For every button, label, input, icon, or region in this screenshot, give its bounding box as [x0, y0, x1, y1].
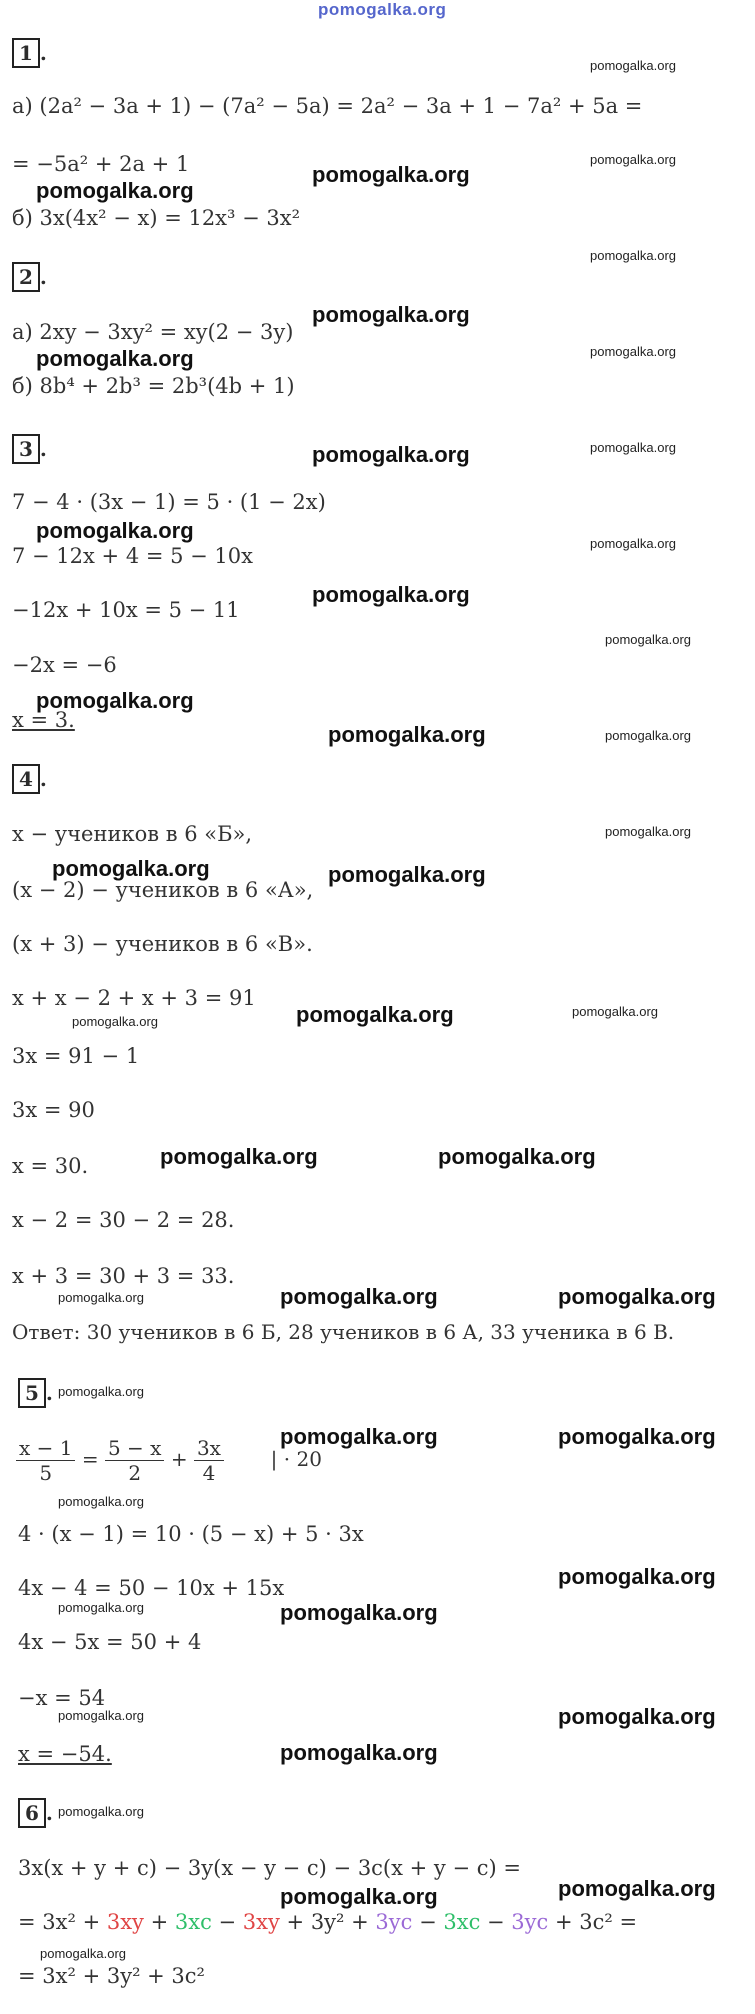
watermark: pomogalka.org	[58, 1494, 144, 1509]
task-1-number: 1	[12, 38, 40, 68]
task-5-equation	[16, 1436, 322, 1485]
task-4-line-4: x + x − 2 + x + 3 = 91	[12, 986, 256, 1010]
task-4-line-7: x = 30.	[12, 1154, 89, 1178]
watermark: pomogalka.org	[590, 440, 676, 455]
task-3-line-3: −12x + 10x = 5 − 11	[12, 598, 240, 622]
task-5-header: 5 .	[18, 1378, 53, 1408]
watermark: pomogalka.org	[312, 162, 470, 187]
task-4-header: 4 .	[12, 764, 47, 794]
fraction-3	[194, 1436, 224, 1485]
task-4-line-3: (x + 3) − учеников в 6 «В».	[12, 932, 313, 956]
watermark: pomogalka.org	[558, 1876, 716, 1901]
task-4-line-5: 3x = 91 − 1	[12, 1044, 140, 1068]
task-1-header: 1 .	[12, 38, 47, 68]
task-1-line-1: а) (2a² − 3a + 1) − (7a² − 5a) = 2a² − 3a + 1 − 7a² + 5a =	[12, 94, 643, 118]
task-2-header: 2 .	[12, 262, 47, 292]
watermark: pomogalka.org	[36, 178, 194, 203]
watermark: pomogalka.org	[605, 632, 691, 647]
watermark: pomogalka.org	[605, 728, 691, 743]
task-1-line-3: б) 3x(4x² − x) = 12x³ − 3x²	[12, 206, 301, 230]
watermark: pomogalka.org	[558, 1704, 716, 1729]
watermark: pomogalka.org	[58, 1290, 144, 1305]
watermark: pomogalka.org	[312, 442, 470, 467]
task-4-number: 4	[12, 764, 40, 794]
fraction-1-numerator: x − 1	[16, 1436, 75, 1461]
fraction-2-numerator: 5 − x	[105, 1436, 164, 1461]
top-watermark: pomogalka.org	[318, 0, 447, 19]
fraction-2-denominator: 2	[128, 1461, 142, 1485]
task-5-number: 5	[18, 1378, 46, 1408]
task-2-line-1: а) 2xy − 3xy² = xy(2 − 3y)	[12, 320, 294, 344]
task-5-line-3: 4x − 5x = 50 + 4	[18, 1630, 202, 1654]
watermark: pomogalka.org	[590, 536, 676, 551]
watermark: pomogalka.org	[280, 1600, 438, 1625]
task-4-line-1: x − учеников в 6 «Б»,	[12, 822, 253, 846]
watermark: pomogalka.org	[590, 344, 676, 359]
watermark: pomogalka.org	[605, 824, 691, 839]
watermark: pomogalka.org	[590, 58, 676, 73]
watermark: pomogalka.org	[572, 1004, 658, 1019]
watermark: pomogalka.org	[36, 346, 194, 371]
task-4-answer: Ответ: 30 учеников в 6 Б, 28 учеников в 6 А, 33 ученика в 6 В.	[12, 1320, 675, 1344]
watermark: pomogalka.org	[36, 688, 194, 713]
watermark: pomogalka.org	[328, 862, 486, 887]
term-3xc-green: 3xc	[174, 1910, 212, 1934]
watermark: pomogalka.org	[36, 518, 194, 543]
task-6-number: 6	[18, 1798, 46, 1828]
watermark: pomogalka.org	[328, 722, 486, 747]
watermark: pomogalka.org	[558, 1424, 716, 1449]
watermark: pomogalka.org	[280, 1424, 438, 1449]
term-3yc-purple: 3yc	[375, 1910, 413, 1934]
task-3-answer: x = 3.	[12, 708, 75, 732]
task-3-header: 3 .	[12, 434, 47, 464]
term-3xc-green-2: 3xc	[443, 1910, 481, 1934]
task-4-line-9: x + 3 = 30 + 3 = 33.	[12, 1264, 235, 1288]
watermark: pomogalka.org	[558, 1284, 716, 1309]
watermark: pomogalka.org	[52, 856, 210, 881]
watermark: pomogalka.org	[72, 1014, 158, 1029]
task-5-answer: x = −54.	[18, 1742, 112, 1766]
task-3-line-1: 7 − 4 · (3x − 1) = 5 · (1 − 2x)	[12, 490, 326, 514]
task-6-line-2: = 3x² + 3xy + 3xc − 3xy + 3y² + 3yc − 3xc − 3yc + 3c² =	[18, 1910, 638, 1934]
term-3xy-red: 3xy	[106, 1910, 144, 1934]
watermark: pomogalka.org	[296, 1002, 454, 1027]
task-3-line-4: −2x = −6	[12, 653, 117, 677]
equals-sign: =	[81, 1447, 99, 1471]
fraction-1	[16, 1436, 75, 1485]
task-6-line-3: = 3x² + 3y² + 3c²	[18, 1964, 205, 1988]
watermark: pomogalka.org	[312, 302, 470, 327]
watermark: pomogalka.org	[280, 1284, 438, 1309]
watermark: pomogalka.org	[558, 1564, 716, 1589]
task-4-line-6: 3x = 90	[12, 1098, 95, 1122]
task-5-line-2: 4x − 4 = 50 − 10x + 15x	[18, 1576, 285, 1600]
watermark: pomogalka.org	[58, 1708, 144, 1723]
task-5-line-4: −x = 54	[18, 1686, 106, 1710]
plus-sign: +	[170, 1447, 188, 1471]
task-3-line-2: 7 − 12x + 4 = 5 − 10x	[12, 544, 253, 568]
task-6-header: 6 .	[18, 1798, 53, 1828]
watermark: pomogalka.org	[590, 248, 676, 263]
task-1-line-2: = −5a² + 2a + 1	[12, 152, 190, 176]
watermark: pomogalka.org	[590, 152, 676, 167]
task-2-number: 2	[12, 262, 40, 292]
watermark: pomogalka.org	[312, 582, 470, 607]
task-5-line-1: 4 · (x − 1) = 10 · (5 − x) + 5 · 3x	[18, 1522, 364, 1546]
watermark: pomogalka.org	[58, 1600, 144, 1615]
task-4-line-2: (x − 2) − учеников в 6 «А»,	[12, 878, 314, 902]
watermark: pomogalka.org	[160, 1144, 318, 1169]
watermark: pomogalka.org	[438, 1144, 596, 1169]
term-3yc-purple-2: 3yc	[511, 1910, 549, 1934]
task-6-line-1: 3x(x + y + c) − 3y(x − y − c) − 3c(x + y − c) =	[18, 1856, 521, 1880]
fraction-2	[105, 1436, 164, 1485]
fraction-3-numerator: 3x	[194, 1436, 224, 1461]
watermark: pomogalka.org	[280, 1884, 438, 1909]
term-3xy-red-2: 3xy	[242, 1910, 280, 1934]
watermark: pomogalka.org	[58, 1384, 144, 1399]
watermark: pomogalka.org	[40, 1946, 126, 1961]
task-2-line-2: б) 8b⁴ + 2b³ = 2b³(4b + 1)	[12, 374, 295, 398]
watermark: pomogalka.org	[58, 1804, 144, 1819]
watermark: pomogalka.org	[280, 1740, 438, 1765]
fraction-1-denominator: 5	[39, 1461, 53, 1485]
task-4-line-8: x − 2 = 30 − 2 = 28.	[12, 1208, 235, 1232]
multiplier: | · 20	[270, 1447, 322, 1471]
task-3-number: 3	[12, 434, 40, 464]
fraction-3-denominator: 4	[202, 1461, 216, 1485]
